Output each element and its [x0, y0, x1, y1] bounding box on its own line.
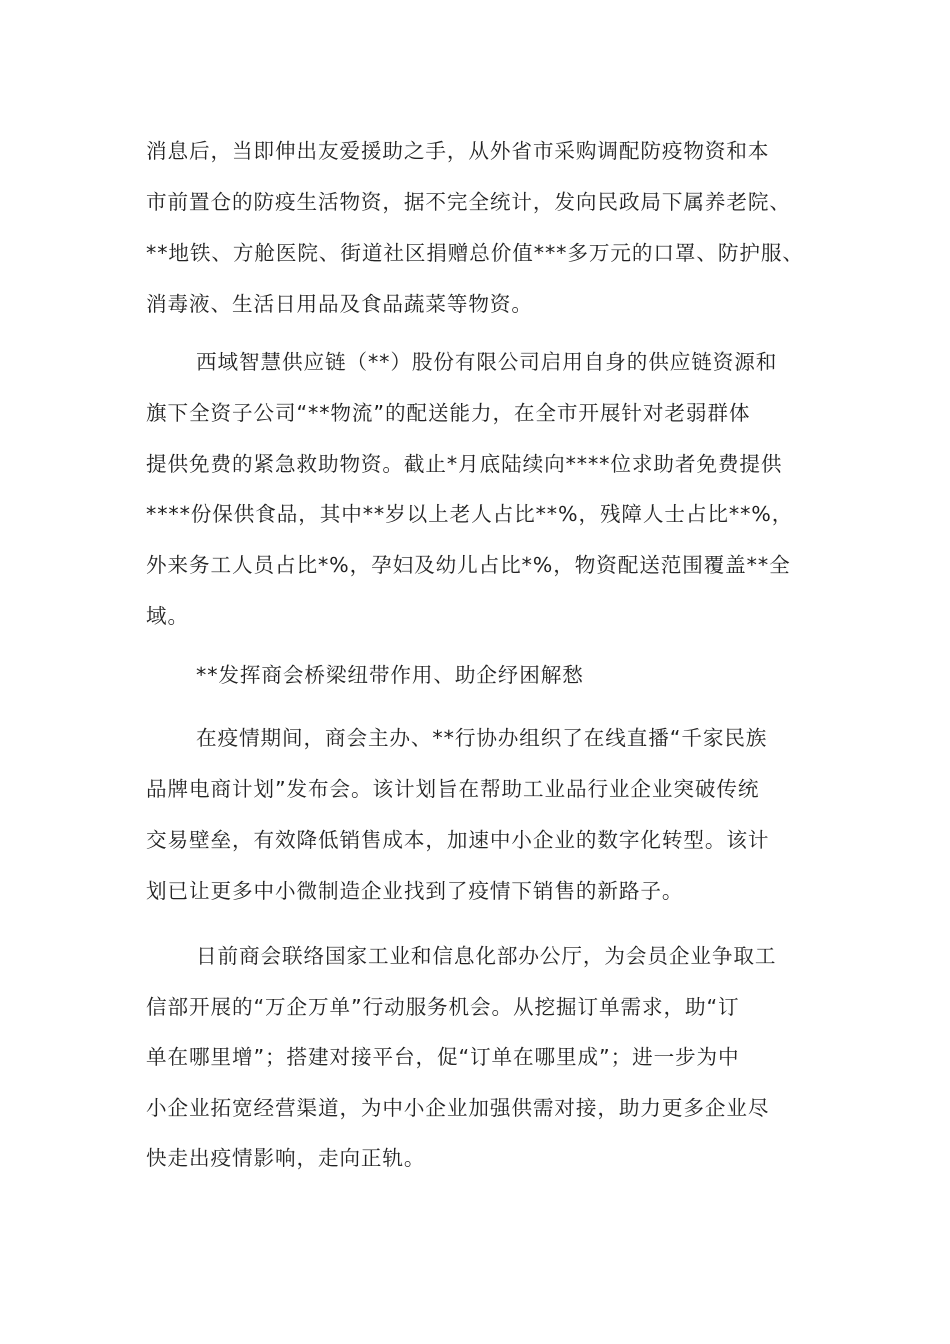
section-heading: **发挥商会桥梁纽带作用、助企纾困解愁 [196, 663, 584, 687]
paragraph-4-line-1: 日前商会联络国家工业和信息化部办公厅，为会员企业争取工 [196, 944, 777, 968]
paragraph-1-line-1: 消息后，当即伸出友爱援助之手，从外省市采购调配防疫物资和本 [146, 139, 770, 163]
paragraph-3-line-2: 品牌电商计划”发布会。该计划旨在帮助工业品行业企业突破传统 [146, 777, 760, 801]
paragraph-2-line-6: 域。 [146, 604, 189, 628]
paragraph-2-line-4: ****份保供食品，其中**岁以上老人占比**%，残障人士占比**%， [146, 502, 794, 526]
paragraph-1-line-4: 消毒液、生活日用品及食品蔬菜等物资。 [146, 292, 533, 316]
paragraph-4-line-4: 小企业拓宽经营渠道，为中小企业加强供需对接，助力更多企业尽 [146, 1096, 770, 1120]
paragraph-2-line-2: 旗下全资子公司“**物流”的配送能力，在全市开展针对老弱群体 [146, 401, 751, 425]
paragraph-3-line-3: 交易壁垒，有效降低销售成本，加速中小企业的数字化转型。该计 [146, 828, 770, 852]
paragraph-4-line-5: 快走出疫情影响，走向正轨。 [146, 1146, 426, 1170]
paragraph-2-line-5: 外来务工人员占比*%，孕妇及幼儿占比*%，物资配送范围覆盖**全 [146, 553, 791, 577]
paragraph-2-line-1: 西域智慧供应链（**）股份有限公司启用自身的供应链资源和 [196, 350, 778, 374]
paragraph-1-line-3: **地铁、方舱医院、街道社区捐赠总价值***多万元的口罩、防护服、 [146, 241, 804, 265]
paragraph-1-line-2: 市前置仓的防疫生活物资，据不完全统计，发向民政局下属养老院、 [146, 190, 791, 214]
paragraph-3-line-1: 在疫情期间，商会主办、**行协办组织了在线直播“千家民族 [196, 726, 768, 750]
paragraph-4-line-3: 单在哪里增”；搭建对接平台，促“订单在哪里成”；进一步为中 [146, 1045, 740, 1069]
paragraph-4-line-2: 信部开展的“万企万单”行动服务机会。从挖掘订单需求，助“订 [146, 995, 740, 1019]
paragraph-2-line-3: 提供免费的紧急救助物资。截止*月底陆续向****位求助者免费提供 [146, 452, 783, 476]
paragraph-3-line-4: 划已让更多中小微制造企业找到了疫情下销售的新路子。 [146, 879, 684, 903]
